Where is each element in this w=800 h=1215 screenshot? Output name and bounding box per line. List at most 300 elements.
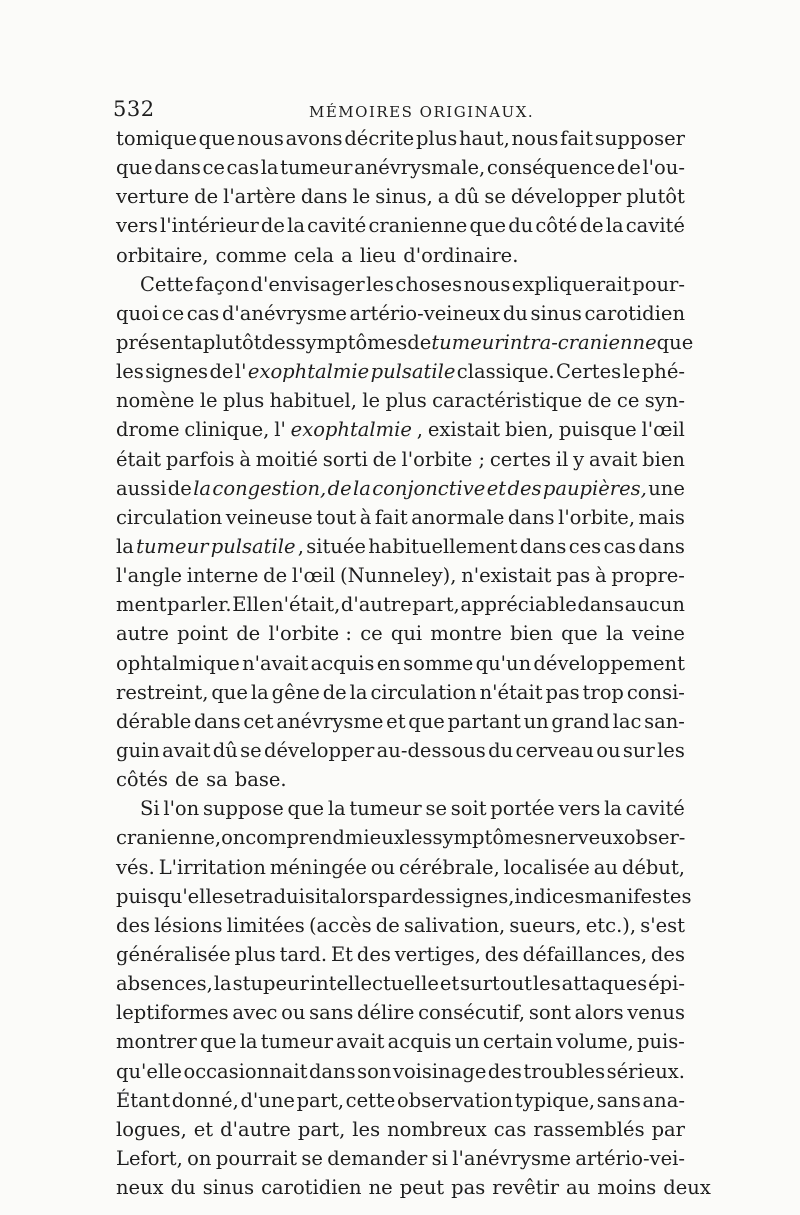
word: cas <box>603 534 636 558</box>
word: avait <box>162 738 211 762</box>
word: pas <box>556 564 591 588</box>
word: ou <box>370 855 396 879</box>
word: cas <box>186 301 220 325</box>
word: san- <box>644 709 685 733</box>
word: vers <box>116 214 158 238</box>
word: de <box>209 360 234 384</box>
word: qu'elle <box>116 1059 182 1083</box>
word: dans <box>154 156 201 180</box>
word: montrer <box>116 1030 197 1054</box>
word: aussi <box>116 476 167 500</box>
word: portée <box>490 797 555 821</box>
word: que <box>656 330 694 354</box>
word: plus <box>222 389 265 413</box>
word: cet <box>243 709 274 733</box>
word: typique, <box>514 1088 596 1112</box>
word: pas <box>545 680 580 704</box>
word: de <box>322 680 347 704</box>
word: sorti <box>322 447 368 471</box>
word: d'autre <box>340 593 412 617</box>
word: signes <box>145 360 209 384</box>
word: il <box>555 447 569 471</box>
word: observation <box>396 1088 514 1112</box>
word: de <box>375 913 400 937</box>
word: se <box>425 797 447 821</box>
word: surtout <box>460 972 532 996</box>
word: cérébrale, <box>399 855 500 879</box>
word: la <box>193 476 212 500</box>
word: et <box>386 709 406 733</box>
word: d'autre <box>220 1117 291 1141</box>
word: que <box>199 1030 237 1054</box>
word: puisqu'elle <box>116 884 224 908</box>
text-line <box>116 270 685 299</box>
word: en <box>376 651 401 675</box>
word: les <box>404 826 433 850</box>
text-line <box>116 1115 685 1144</box>
word: une <box>648 476 685 500</box>
text-line <box>116 474 685 503</box>
text-line <box>116 415 685 444</box>
word: vers <box>558 797 601 821</box>
word: , <box>416 418 423 442</box>
word: clinique, <box>184 418 270 442</box>
text-line <box>116 649 685 678</box>
word: plutôt <box>626 185 685 209</box>
word: cavité <box>625 214 685 238</box>
word: stupeur <box>232 972 309 996</box>
word: la <box>605 214 624 238</box>
word: nous <box>463 272 511 296</box>
word: part, <box>412 593 460 617</box>
word: Cette <box>140 272 194 296</box>
word: la <box>213 972 232 996</box>
word: tumeur <box>260 1030 334 1054</box>
word: classique. <box>456 360 555 384</box>
word: nous <box>511 127 559 150</box>
running-title: MÉMOIRES ORIGINAUX. <box>309 103 535 121</box>
word: (accès <box>308 913 372 937</box>
word: était <box>116 447 162 471</box>
word: soit <box>450 797 487 821</box>
word: mieux <box>344 826 405 850</box>
word: n'était <box>479 680 543 704</box>
text-line <box>116 940 685 969</box>
word: bien <box>642 447 685 471</box>
text-line <box>116 124 685 153</box>
word: tumeur <box>136 534 209 558</box>
word: du <box>502 301 528 325</box>
text-line <box>116 794 685 823</box>
text-line <box>116 619 685 648</box>
word: venus <box>627 1001 685 1025</box>
word: base. <box>234 768 287 792</box>
word: l'orbite : <box>268 622 352 646</box>
word: pas <box>451 1176 486 1200</box>
word: développement <box>533 651 685 675</box>
word: début, <box>621 855 685 879</box>
word: que <box>116 156 153 180</box>
word: exophtalmie <box>290 418 412 442</box>
word: n'était, <box>271 593 341 617</box>
word: neux <box>116 1176 164 1200</box>
word: Si <box>140 797 160 821</box>
word: l'œil <box>291 564 336 588</box>
word: présenta <box>116 330 203 354</box>
word: habituellement <box>368 534 518 558</box>
word: puisque <box>558 418 637 442</box>
word: intellectuelle <box>309 972 439 996</box>
word: rassemblés <box>533 1117 645 1141</box>
text-line <box>116 1027 685 1056</box>
word: volume, <box>556 1030 634 1054</box>
word: se <box>301 1146 323 1170</box>
word: de <box>579 214 604 238</box>
word: un <box>523 709 549 733</box>
word: dans <box>519 534 567 558</box>
word: ne <box>368 1176 393 1200</box>
word: le <box>622 360 641 384</box>
word: avait <box>588 447 638 471</box>
word: du <box>488 738 514 762</box>
word: à <box>595 564 607 588</box>
word: ment <box>116 593 167 617</box>
word: ce <box>616 389 640 413</box>
word: ces <box>568 534 602 558</box>
word: part, <box>296 1088 345 1112</box>
word: si <box>431 1146 448 1170</box>
word: pulsatile <box>370 360 456 384</box>
word: paupières, <box>542 476 647 500</box>
word: etc.), <box>585 913 637 937</box>
word: carotidien <box>584 301 685 325</box>
word: Étant <box>116 1088 171 1112</box>
word: ou <box>281 1001 306 1025</box>
word: l' <box>274 418 286 442</box>
word: circulation <box>370 680 477 704</box>
text-line <box>116 823 685 852</box>
word: les <box>532 972 561 996</box>
text-line <box>116 211 685 240</box>
word: artério-veineux <box>349 301 501 325</box>
word: sérieux. <box>606 1059 685 1083</box>
word: plus <box>415 127 458 150</box>
word: de <box>167 476 192 500</box>
word: conjonctive <box>372 476 486 500</box>
word: côté <box>535 214 578 238</box>
word: comme <box>215 243 287 267</box>
word: l'on <box>163 797 200 821</box>
word: la <box>327 797 346 821</box>
word: qui <box>390 622 423 646</box>
word: un <box>454 1030 480 1054</box>
word: moins <box>597 1176 657 1200</box>
word: quoi <box>116 301 160 325</box>
text-line <box>116 241 685 270</box>
word: absences, <box>116 972 213 996</box>
word: des <box>411 884 446 908</box>
word: puis- <box>637 1030 685 1054</box>
word: que <box>198 127 236 150</box>
word: appréciable <box>460 593 577 617</box>
word: lieu <box>359 243 397 267</box>
word: carotidien <box>261 1176 362 1200</box>
word: fait <box>560 127 594 150</box>
word: nombreux <box>387 1117 487 1141</box>
word: L'irritation <box>158 855 266 879</box>
word: restreint, <box>116 680 209 704</box>
word: l'artère <box>223 185 296 209</box>
word: par <box>377 884 412 908</box>
word: et <box>486 476 507 500</box>
word: cavité <box>625 797 685 821</box>
word: parler. <box>167 593 232 617</box>
text-line <box>116 328 694 357</box>
word: on <box>221 826 246 850</box>
word: cela <box>293 243 335 267</box>
word: des <box>487 1059 522 1083</box>
word: phé- <box>641 360 685 384</box>
text-line <box>116 911 685 940</box>
text-line <box>116 445 685 474</box>
text-line <box>116 182 685 211</box>
text-line <box>116 998 685 1027</box>
word: des <box>484 942 519 966</box>
word: la <box>250 680 269 704</box>
word: au-dessous <box>376 738 486 762</box>
word: d'ordinaire. <box>403 243 519 267</box>
word: point <box>177 622 228 646</box>
word: le <box>199 389 218 413</box>
word: propre- <box>611 564 685 588</box>
word: attaques <box>561 972 648 996</box>
word: de <box>372 447 397 471</box>
word: demander <box>327 1146 428 1170</box>
word: dû <box>212 738 238 762</box>
word: n'avait <box>242 651 309 675</box>
word: sa <box>206 768 228 792</box>
word: tumeur <box>431 330 504 354</box>
word: sur <box>622 738 655 762</box>
word: exophtalmie <box>247 360 370 384</box>
word: autre <box>116 622 169 646</box>
word: haut, <box>459 127 510 150</box>
word: avec <box>232 1001 278 1025</box>
word: que <box>408 709 445 733</box>
word: se <box>240 738 262 762</box>
word: occasionnait <box>183 1059 308 1083</box>
word: cerveau <box>515 738 594 762</box>
word: de <box>260 214 285 238</box>
word: méningée <box>269 855 367 879</box>
word: lac <box>612 709 642 733</box>
word: aucun <box>624 593 685 617</box>
word: le <box>352 185 371 209</box>
word: située <box>306 534 366 558</box>
body-text <box>116 124 711 1202</box>
word: d'envisager <box>250 272 365 296</box>
word: dans <box>507 505 555 529</box>
word: circulation <box>116 505 223 529</box>
word: épi- <box>648 972 685 996</box>
word: manifestes <box>584 884 692 908</box>
page-header <box>113 97 693 127</box>
word: symptômes <box>295 330 408 354</box>
word: part, <box>297 1117 346 1141</box>
word: , <box>297 534 304 558</box>
word: cranienne, <box>116 826 222 850</box>
word: tard. <box>279 942 328 966</box>
word: la <box>353 476 371 500</box>
word: s'est <box>640 913 685 937</box>
word: orbitaire, <box>116 243 209 267</box>
word: limitées <box>226 913 305 937</box>
word: parfois <box>165 447 235 471</box>
word: pourrait <box>215 1146 297 1170</box>
word: l'orbite ; <box>401 447 486 471</box>
text-line <box>116 386 685 415</box>
text-line <box>116 1086 685 1115</box>
word: d'une <box>240 1088 295 1112</box>
word: supposer <box>594 127 685 150</box>
word: existait <box>427 418 501 442</box>
text-line <box>116 503 685 532</box>
word: a <box>437 185 450 209</box>
word: certes <box>489 447 552 471</box>
word: les <box>116 360 144 384</box>
text-line <box>116 765 685 794</box>
word: du <box>508 214 534 238</box>
word: pulsatile <box>210 534 296 558</box>
word: la <box>349 680 368 704</box>
word: indices <box>514 884 585 908</box>
word: acquis <box>387 1030 452 1054</box>
word: que <box>561 622 598 646</box>
word: gêne <box>271 680 320 704</box>
word: somme <box>403 651 474 675</box>
word: comprend <box>245 826 345 850</box>
word: dans <box>577 593 625 617</box>
word: son <box>357 1059 392 1083</box>
word: que <box>211 680 248 704</box>
word: au <box>566 1176 591 1200</box>
word: ce <box>202 156 225 180</box>
word: l'orbite, <box>558 505 636 529</box>
text-line <box>116 590 685 619</box>
word: tumeur <box>349 797 422 821</box>
word: l'œil <box>641 418 685 442</box>
word: logues, <box>116 1117 187 1141</box>
word: cas <box>493 1117 527 1141</box>
word: congestion, <box>212 476 327 500</box>
word: leptiformes <box>116 1001 229 1025</box>
word: anormale <box>411 505 505 529</box>
word: dérable <box>116 709 192 733</box>
word: à <box>239 447 251 471</box>
word: côtés <box>116 768 169 792</box>
word: consécutif, <box>418 1001 526 1025</box>
word: par <box>651 1117 685 1141</box>
word: signes, <box>445 884 515 908</box>
word: anévrysmale, <box>354 156 486 180</box>
word: l'ou- <box>642 156 685 180</box>
word: tomique <box>116 127 197 150</box>
word: dans <box>300 185 348 209</box>
word: tout <box>316 505 357 529</box>
word: acquis <box>310 651 375 675</box>
word: l'angle <box>116 564 183 588</box>
word: plus <box>234 942 276 966</box>
word: deux <box>663 1176 711 1200</box>
word: bien <box>510 622 553 646</box>
word: sans <box>596 1088 641 1112</box>
word: développer <box>263 738 375 762</box>
word: pour- <box>632 272 685 296</box>
word: de <box>407 330 432 354</box>
word: à <box>359 505 372 529</box>
word: la <box>116 534 134 558</box>
word: l'anévrysme <box>452 1146 571 1170</box>
word: de <box>327 476 352 500</box>
word: sinus, <box>375 185 433 209</box>
word: revêtir <box>492 1176 560 1200</box>
word: sont <box>528 1001 571 1025</box>
word: on <box>187 1146 212 1170</box>
text-line <box>116 1173 711 1202</box>
word: sans <box>309 1001 354 1025</box>
text-line <box>116 707 685 736</box>
word: bien, <box>504 418 554 442</box>
word: consi- <box>626 680 685 704</box>
word: d'anévrysme <box>221 301 347 325</box>
word: montre <box>430 622 502 646</box>
word: des <box>650 942 685 966</box>
text-line <box>116 1057 685 1086</box>
word: Lefort, <box>116 1146 183 1170</box>
text-line <box>116 357 685 386</box>
word: défaillances, <box>522 942 648 966</box>
word: Elle <box>232 593 271 617</box>
word: délire <box>357 1001 415 1025</box>
page-number: 532 <box>113 97 155 121</box>
word: dans <box>193 709 241 733</box>
word: cranienne <box>368 214 468 238</box>
word: grand <box>551 709 610 733</box>
word: donné, <box>171 1088 239 1112</box>
word: la <box>287 214 305 238</box>
word: (Nunneley), <box>339 564 457 588</box>
word: l' <box>234 360 247 384</box>
word: sinus <box>202 1176 255 1200</box>
text-line <box>116 561 685 590</box>
word: des <box>356 942 391 966</box>
word: guin <box>116 738 160 762</box>
word: se <box>223 884 245 908</box>
word: sueurs, <box>509 913 582 937</box>
word: conséquence <box>486 156 616 180</box>
word: le <box>362 389 381 413</box>
word: qu'un <box>475 651 532 675</box>
text-line <box>116 736 685 765</box>
word: la <box>604 797 622 821</box>
word: l'intérieur <box>160 214 259 238</box>
word: symptômes <box>432 826 545 850</box>
word: peut <box>399 1176 445 1200</box>
word: syn- <box>644 389 685 413</box>
word: expliquerait <box>511 272 631 296</box>
word: certain <box>482 1030 553 1054</box>
word: dans <box>308 1059 356 1083</box>
